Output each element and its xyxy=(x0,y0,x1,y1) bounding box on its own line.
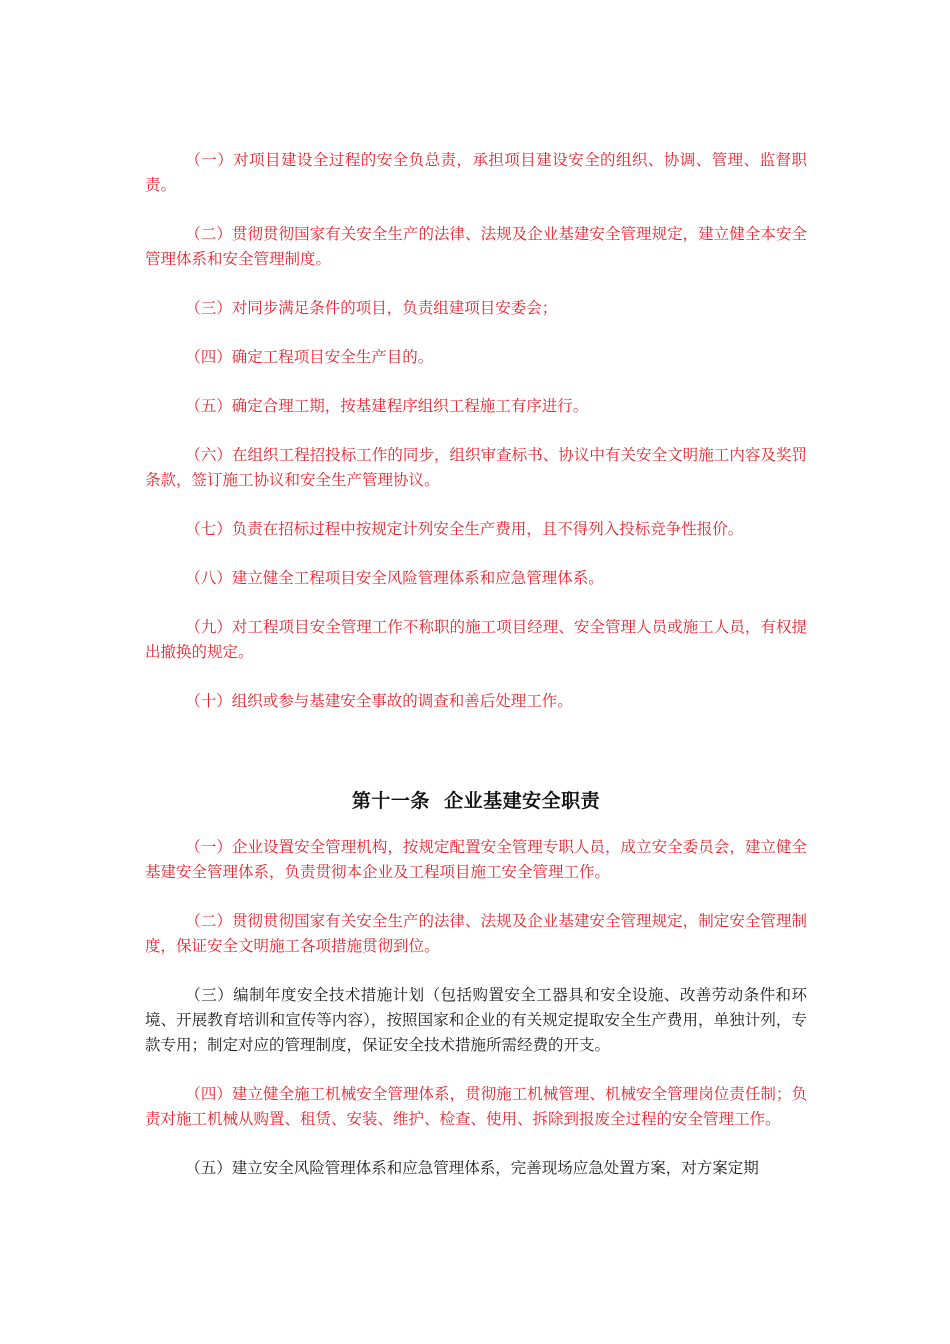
section2-item-2: （二）贯彻贯彻国家有关安全生产的法律、法规及企业基建安全管理规定，制定安全管理制度，保证安全文明施工各项措施贯彻到位。 xyxy=(145,912,807,955)
paragraph-item-10: （十）组织或参与基建安全事故的调查和善后处理工作。 xyxy=(185,692,573,710)
paragraph-item-6: （六）在组织工程招投标工作的同步，组织审查标书、协议中有关安全文明施工内容及奖罚条款，签订施工协议和安全生产管理协议。 xyxy=(145,446,807,489)
section2-item-4: （四）建立健全施工机械安全管理体系，贯彻施工机械管理、机械安全管理岗位责任制；负责对施工机械从购置、租赁、安装、维护、检查、使用、拆除到报废全过程的安全管理工作。 xyxy=(145,1085,807,1128)
paragraph-item-9: （九）对工程项目安全管理工作不称职的施工项目经理、安全管理人员或施工人员，有权提出撤换的规定。 xyxy=(145,618,807,661)
paragraph-item-3: （三）对同步满足条件的项目，负责组建项目安委会； xyxy=(185,299,558,317)
paragraph-item-2: （二）贯彻贯彻国家有关安全生产的法律、法规及企业基建安全管理规定，建立健全本安全管理体系和安全管理制度。 xyxy=(145,225,807,268)
section2-item-3: （三）编制年度安全技术措施计划（包括购置安全工器具和安全设施、改善劳动条件和环境、开展教育培训和宣传等内容），按照国家和企业的有关规定提取安全生产费用，单独计列，专款专用；制定对应的管理制度，保证安全技术措施所需经费的开支。 xyxy=(145,986,807,1054)
paragraph-item-7: （七）负责在招标过程中按规定计列安全生产费用，且不得列入投标竞争性报价。 xyxy=(185,520,744,538)
paragraph-item-5: （五）确定合理工期，按基建程序组织工程施工有序进行。 xyxy=(185,397,589,415)
paragraph-item-8: （八）建立健全工程项目安全风险管理体系和应急管理体系。 xyxy=(185,569,604,587)
section2-item-5: （五）建立安全风险管理体系和应急管理体系，完善现场应急处置方案，对方案定期 xyxy=(185,1159,759,1177)
section-heading: 第十一条 企业基建安全职责 xyxy=(351,790,601,812)
paragraph-item-4: （四）确定工程项目安全生产目的。 xyxy=(185,348,434,366)
section2-item-1: （一）企业设置安全管理机构，按规定配置安全管理专职人员，成立安全委员会，建立健全基建安全管理体系，负责贯彻本企业及工程项目施工安全管理工作。 xyxy=(145,838,807,881)
paragraph-item-1: （一）对项目建设全过程的安全负总责，承担项目建设安全的组织、协调、管理、监督职责。 xyxy=(145,151,807,194)
document-page xyxy=(145,148,807,1205)
